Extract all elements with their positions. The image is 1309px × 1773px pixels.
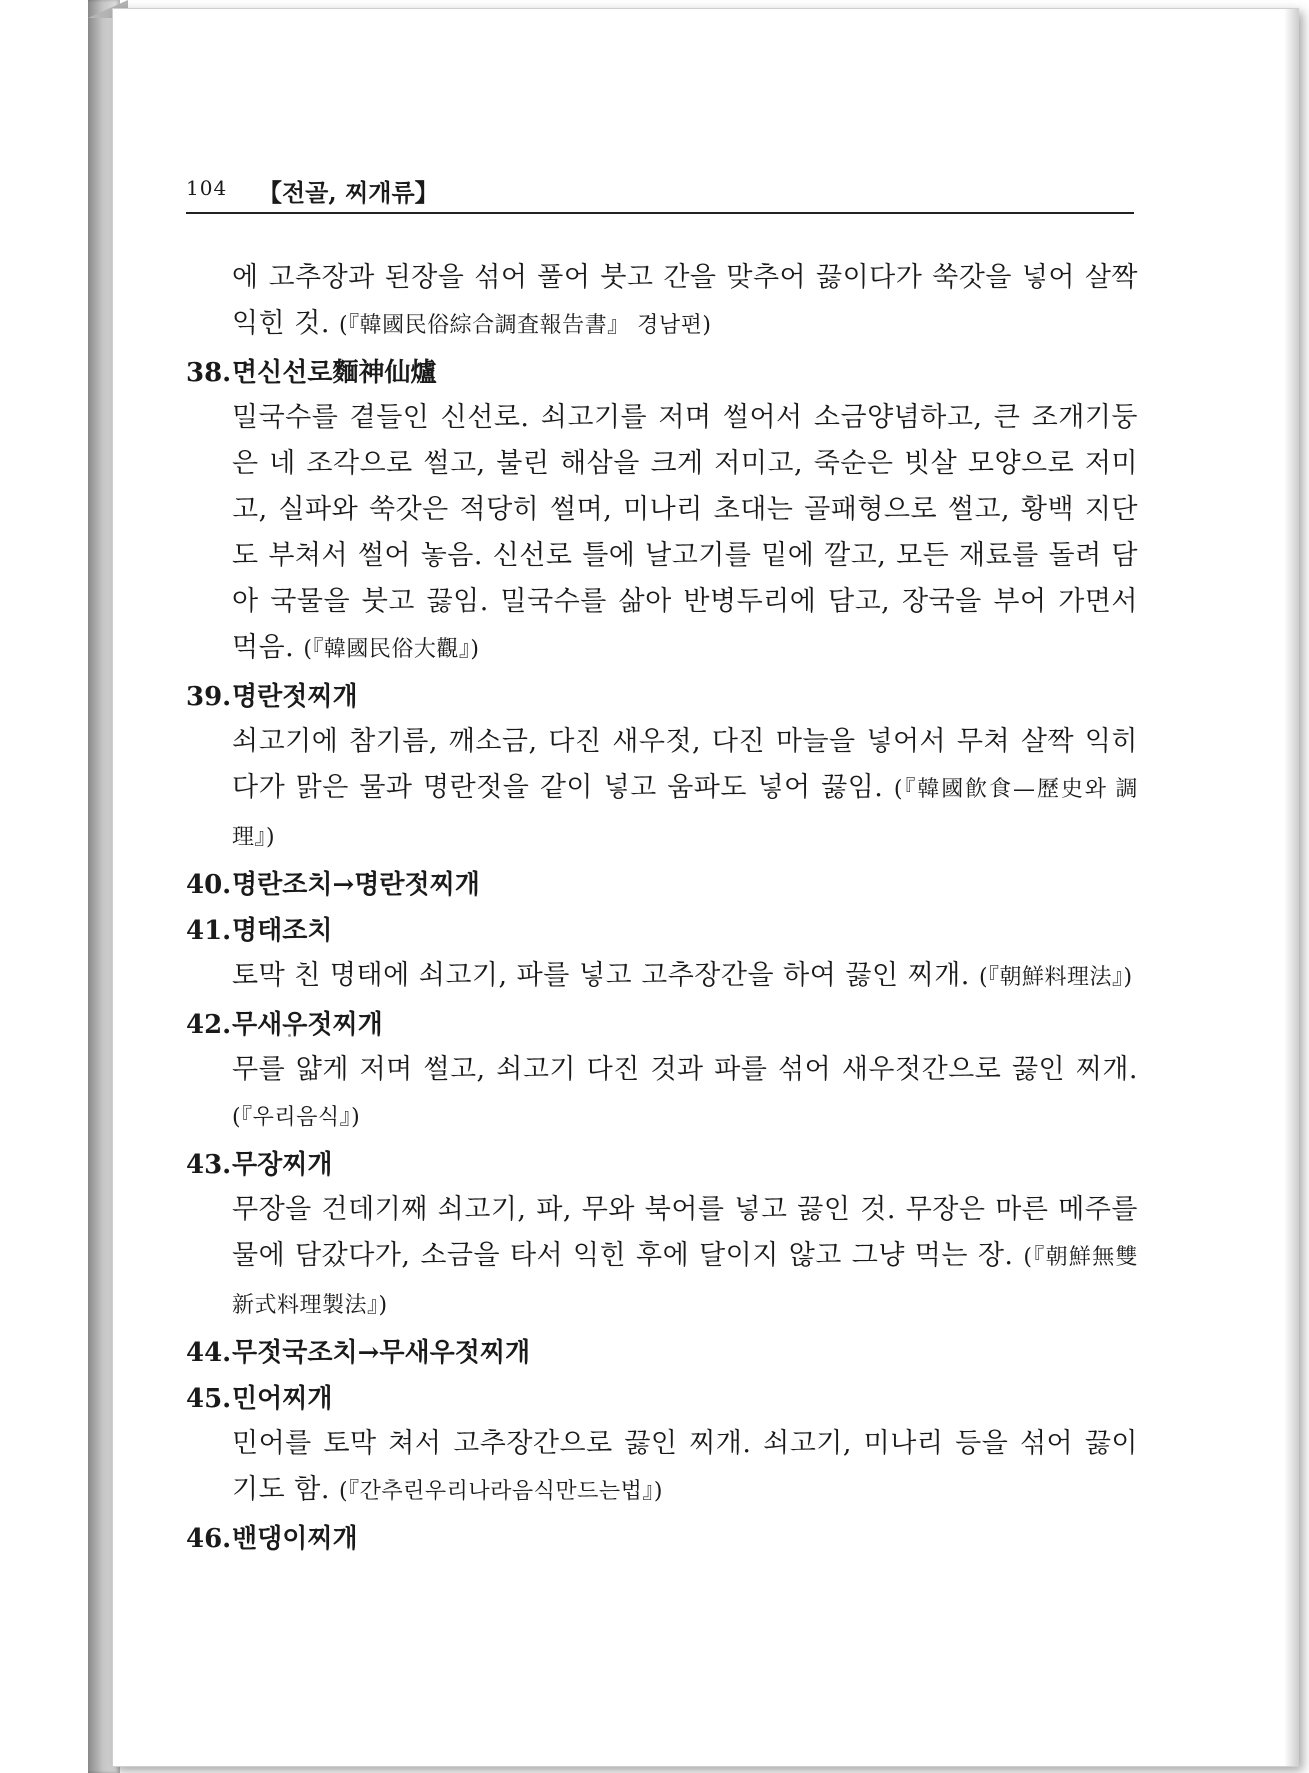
entry-heading: 밴댕이찌개 [232, 1524, 358, 1554]
entry-body [232, 719, 1138, 861]
entry-number: 43. [186, 1150, 232, 1180]
entry-source: (『韓國飮食—歷史와 調理』) [232, 777, 1138, 850]
entry-39 [186, 675, 1138, 861]
entry-heading: 명란젓찌개 [232, 682, 358, 712]
entry-46 [186, 1517, 1138, 1561]
entry-title [186, 675, 1138, 719]
entry-45 [186, 1377, 1138, 1515]
entry-title [186, 351, 1138, 395]
entry-text: 무를 얇게 저며 썰고, 쇠고기 다진 것과 파를 섞어 새우젓간으로 끓인 찌개. [232, 1054, 1138, 1085]
entry-42 [186, 1003, 1138, 1141]
entry-number: 42. [186, 1010, 232, 1040]
entry-title [186, 1377, 1138, 1421]
continuation-text: 에 고추장과 된장을 섞어 풀어 붓고 간을 맞추어 끓이다가 쑥갓을 넣어 살짝 익힌 것. [232, 262, 1138, 339]
entry-number: 38. [186, 358, 232, 388]
entry-heading: 무장찌개 [232, 1150, 333, 1180]
entry-text: 쇠고기에 참기름, 깨소금, 다진 새우젓, 다진 마늘을 넣어서 무쳐 살짝 익히다가 맑은 물과 명란젓을 같이 넣고 움파도 넣어 끓임. [232, 726, 1138, 803]
entry-43 [186, 1143, 1138, 1329]
entry-heading: 면신선로麵神仙爐 [232, 358, 437, 388]
entry-text: 무장을 건데기째 쇠고기, 파, 무와 북어를 넣고 끓인 것. 무장은 마른 메주를 물에 담갔다가, 소금을 타서 익힌 후에 달이지 않고 그냥 먹는 장. [232, 1194, 1138, 1271]
entry-41 [186, 909, 1138, 1001]
entry-title [186, 1143, 1138, 1187]
entry-source: (『간추린우리나라음식만드는법』) [339, 1479, 663, 1504]
page-shadow [1284, 9, 1298, 1766]
entry-40 [186, 863, 1138, 907]
entry-body [232, 1187, 1138, 1329]
entry-body [232, 395, 1138, 673]
section-title: 【전골, 찌개류】 [258, 178, 439, 207]
entry-number: 46. [186, 1524, 232, 1554]
entry-text: 민어를 토막 쳐서 고추장간으로 끓인 찌개. 쇠고기, 미나리 등을 섞어 끓이기도 함. [232, 1428, 1138, 1505]
entry-source: (『朝鮮料理法』) [978, 965, 1133, 990]
page-body [186, 255, 1138, 1561]
entry-38 [186, 351, 1138, 673]
entry-heading: 무새우젓찌개 [232, 1010, 383, 1040]
entry-number: 44. [186, 1338, 232, 1368]
entry-heading: 명란조치→명란젓찌개 [232, 870, 480, 900]
entry-source: (『朝鮮無雙新式料理製法』) [232, 1245, 1138, 1318]
entry-source: (『韓國民俗大觀』) [303, 637, 480, 662]
entry-heading: 명태조치 [232, 916, 333, 946]
entry-text: 밀국수를 곁들인 신선로. 쇠고기를 저며 썰어서 소금양념하고, 큰 조개기둥은 네 조각으로 썰고, 불린 해삼을 크게 저미고, 죽순은 빗살 모양으로 저미고, 실파와 쑥갓은 적당히 썰며, 미나리 초대는 골패형으로 썰고, 황백 지단도 부쳐서 썰어 놓음. 신선로 틀에 날고기를 밑에 깔고, 모든 재료를 돌려 담아 국물을 붓고 끓임. 밀국수를 삶아 반병두리에 담고, 장국을 부어 가면서 먹음. [232, 402, 1138, 663]
entry-title [186, 1003, 1138, 1047]
entry-number: 40. [186, 870, 232, 900]
entry-title [186, 1517, 1138, 1561]
entry-body [232, 1047, 1138, 1141]
continuation-paragraph [232, 255, 1138, 349]
entry-title [186, 909, 1138, 953]
entry-heading: 민어찌개 [232, 1384, 333, 1414]
entry-text: 토막 친 명태에 쇠고기, 파를 넣고 고추장간을 하여 끓인 찌개. [232, 960, 970, 991]
entry-title [186, 1331, 1138, 1375]
continuation-source: (『韓國民俗綜合調査報告書』 경남편) [339, 313, 712, 338]
entry-number: 39. [186, 682, 232, 712]
entry-number: 41. [186, 916, 232, 946]
entry-44 [186, 1331, 1138, 1375]
entry-heading: 무젓국조치→무새우젓찌개 [232, 1338, 531, 1368]
entry-body [232, 1421, 1138, 1515]
running-header [186, 168, 1134, 214]
entry-source: (『우리음식』) [232, 1105, 361, 1130]
entry-title [186, 863, 1138, 907]
entry-number: 45. [186, 1384, 232, 1414]
page-number: 104 [186, 176, 228, 200]
entry-body [232, 953, 1138, 1001]
